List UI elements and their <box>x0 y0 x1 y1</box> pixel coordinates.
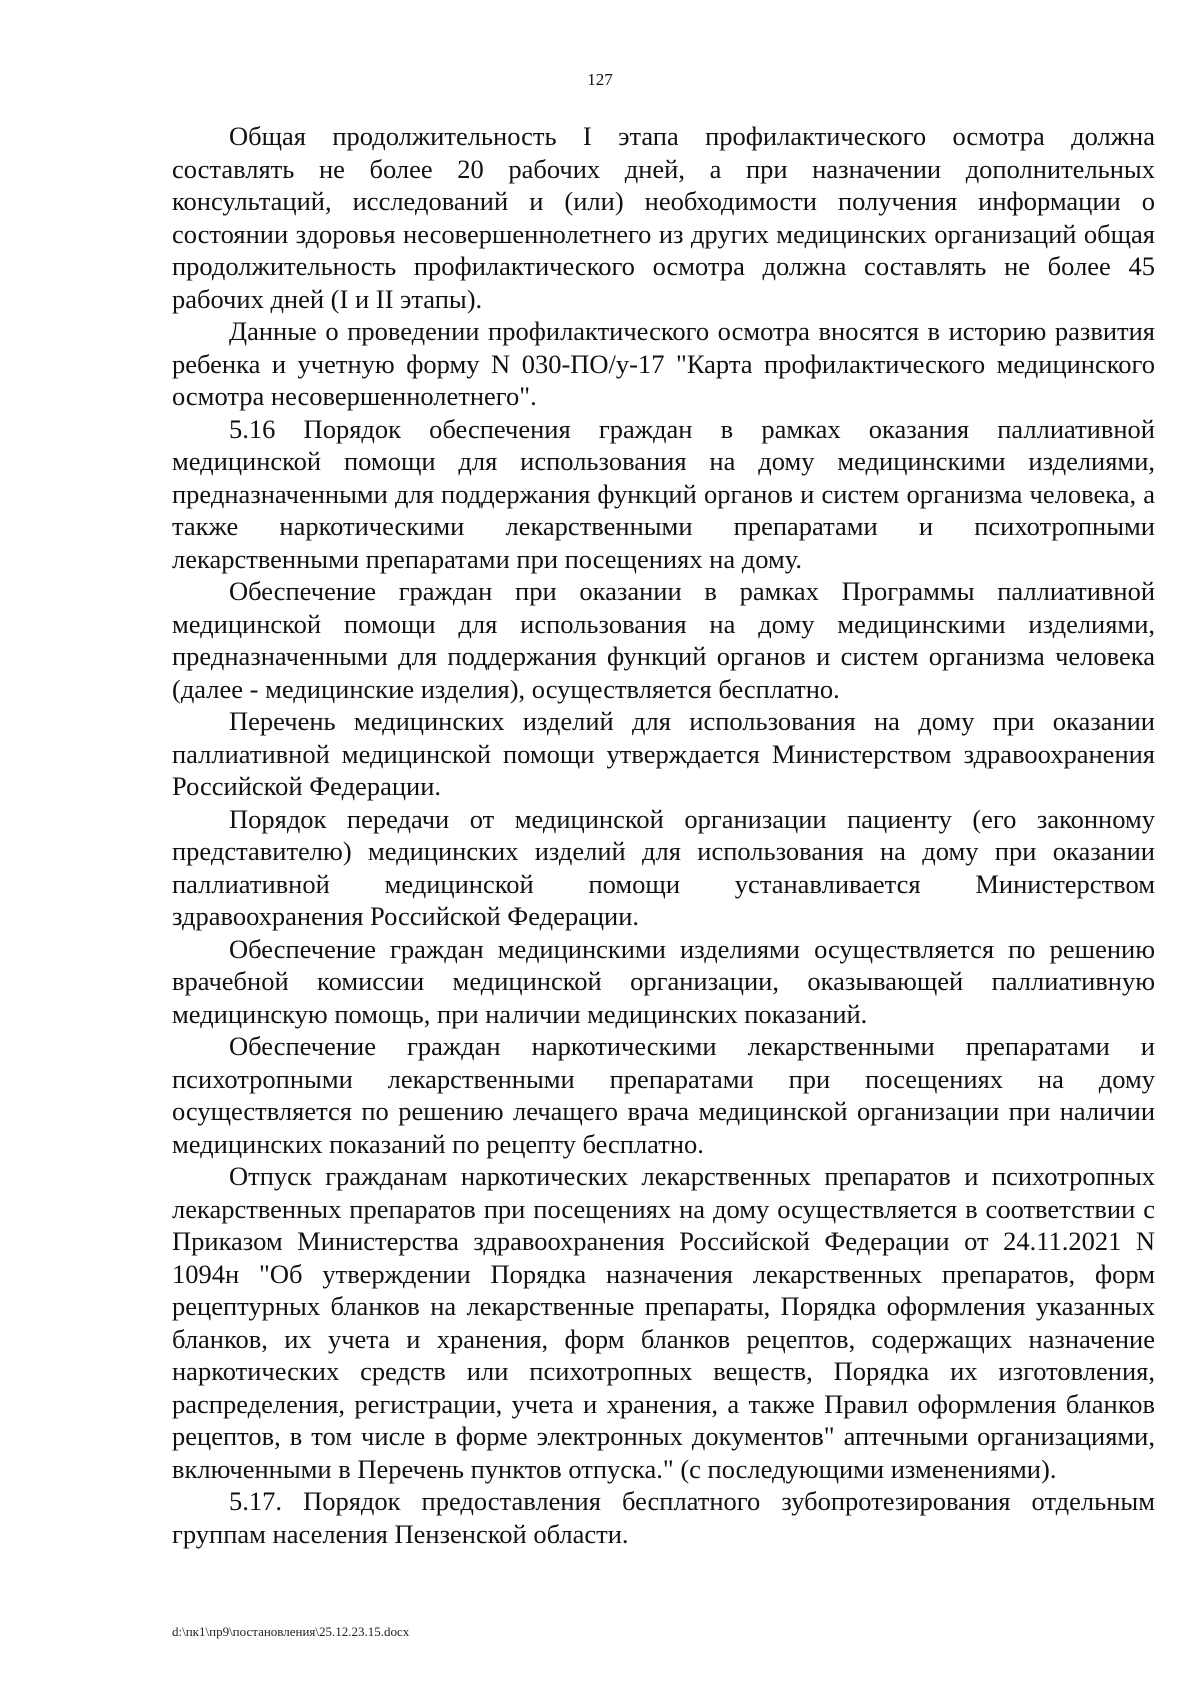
paragraph: 5.16 Порядок обеспечения граждан в рамках оказания паллиативной медицинской помощи для использования на дому медицинскими изделиями, предназначенными для поддержания функций органов и систем организма человека, а также наркотическими лекарственными препаратами и психотропными лекарственными препаратами при посещениях на дому. <box>172 413 1155 574</box>
paragraph: Данные о проведении профилактического осмотра вносятся в историю развития ребенка и учетную форму N 030-ПО/у-17 "Карта профилактического медицинского осмотра несовершеннолетнего". <box>172 316 1155 411</box>
footer-file-path: d:\пк1\пр9\постановления\25.12.23.15.docx <box>172 1624 410 1639</box>
document-body <box>172 120 1155 1550</box>
paragraph: Перечень медицинских изделий для использования на дому при оказании паллиативной медицинской помощи утверждается Министерством здравоохранения Российской Федерации. <box>172 706 1155 801</box>
paragraph: Обеспечение граждан наркотическими лекарственными препаратами и психотропными лекарственными препаратами при посещениях на дому осуществляется по решению лечащего врача медицинской организации при наличии медицинских показаний по рецепту бесплатно. <box>172 1031 1155 1159</box>
paragraph: 5.17. Порядок предоставления бесплатного зубопротезирования отдельным группам населения Пензенской области. <box>172 1486 1155 1549</box>
paragraph: Общая продолжительность I этапа профилактического осмотра должна составлять не более 20 рабочих дней, а при назначении дополнительных консультаций, исследований и (или) необходимости получения информации о состоянии здоровья несовершеннолетнего из других медицинских организаций общая продолжительность профилактического осмотра должна составлять не более 45 рабочих дней (I и II этапы). <box>172 121 1155 314</box>
paragraph: Порядок передачи от медицинской организации пациенту (его законному представителю) медицинских изделий для использования на дому при оказании паллиативной медицинской помощи устанавливается Министерством здравоохранения Российской Федерации. <box>172 803 1155 931</box>
paragraph: Обеспечение граждан при оказании в рамках Программы паллиативной медицинской помощи для использования на дому медицинскими изделиями, предназначенными для поддержания функций органов и систем организма человека (далее - медицинские изделия), осуществляется бесплатно. <box>172 576 1155 704</box>
paragraph: Обеспечение граждан медицинскими изделиями осуществляется по решению врачебной комиссии медицинской организации, оказывающей паллиативную медицинскую помощь, при наличии медицинских показаний. <box>172 933 1155 1029</box>
paragraph: Отпуск гражданам наркотических лекарственных препаратов и психотропных лекарственных препаратов при посещениях на дому осуществляется в соответствии с Приказом Министерства здравоохранения Российской Федерации от 24.11.2021 N 1094н "Об утверждении Порядка назначения лекарственных препаратов, форм рецептурных бланков на лекарственные препараты, Порядка оформления указанных бланков, их учета и хранения, форм бланков рецептов, содержащих назначение наркотических средств или психотропных веществ, Порядка их изготовления, распределения, регистрации, учета и хранения, а также Правил оформления бланков рецептов, в том числе в форме электронных документов" аптечными организациями, включенными в Перечень пунктов отпуска." (с последующими изменениями). <box>172 1161 1155 1484</box>
page-number: 127 <box>587 70 613 89</box>
